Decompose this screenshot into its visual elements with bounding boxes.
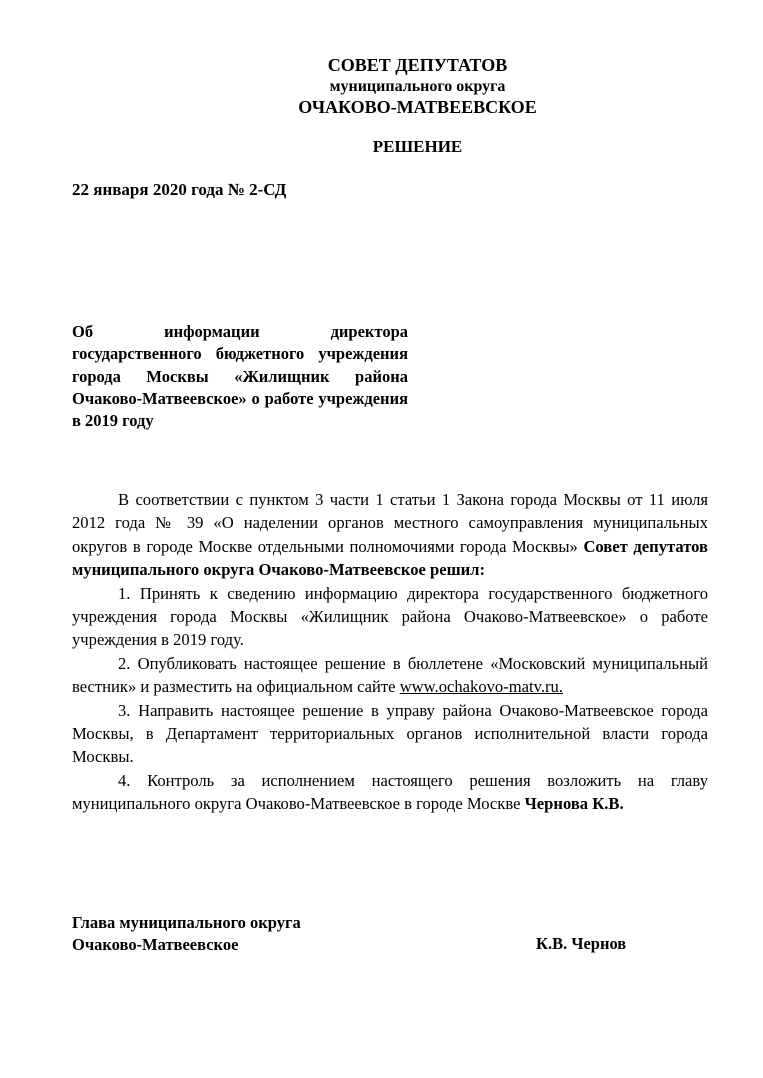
signature-name: К.В. Чернов bbox=[536, 934, 627, 953]
signature-title-line2: Очаково-Матвеевское bbox=[72, 935, 239, 954]
district-subtitle: муниципального округа bbox=[329, 78, 506, 95]
website-link[interactable]: www.ochakovo-matv.ru. bbox=[399, 677, 563, 697]
document-type: РЕШЕНИЕ bbox=[372, 137, 463, 156]
responsible-person: Чернова К.В. bbox=[524, 794, 624, 814]
signature-title-line1: Глава муниципального округа bbox=[72, 913, 301, 932]
item-2-text: 2. Опубликовать настоящее решение в бюллетене «Московский муниципальный вестник» и разместить на официальном сайте bbox=[72, 653, 708, 697]
decision-date: 22 января 2020 года № 2-СД bbox=[72, 180, 287, 199]
signature-title bbox=[72, 912, 301, 956]
preamble-resolution: Совет депутатов муниципального округа Очаково-Матвеевское решил: bbox=[72, 536, 709, 580]
decision-body bbox=[72, 488, 708, 816]
district-name: ОЧАКОВО-МАТВЕЕВСКОЕ bbox=[298, 97, 537, 117]
council-title: СОВЕТ ДЕПУТАТОВ bbox=[327, 55, 508, 75]
item-3: 3. Направить настоящее решение в управу района Очаково-Матвеевское города Москвы, в Департамент территориальных органов исполнительной власти города Москвы. bbox=[72, 700, 708, 767]
preamble-text: В соответствии с пунктом 3 части 1 статьи 1 Закона города Москвы от 11 июля 2012 года № 39 «О наделении органов местного самоуправления муниципальных округов в городе Москве отдельными полномочиями города Москвы» bbox=[72, 490, 708, 556]
item-4-text: 4. Контроль за исполнением настоящего решения возложить на главу муниципального округа Очаково-Матвеевское в городе Москве bbox=[72, 770, 708, 814]
preamble-paragraph bbox=[72, 488, 708, 582]
decision-subject: Об информации директора государственного бюджетного учреждения города Москвы «Жилищник района Очаково-Матвеевское» о работе учреждения в 2019 году bbox=[72, 322, 408, 431]
item-4 bbox=[72, 769, 708, 816]
item-1: 1. Принять к сведению информацию директора государственного бюджетного учреждения города Москвы «Жилищник района Очаково-Матвеевское» о работе учреждения в 2019 году. bbox=[72, 583, 708, 650]
item-2 bbox=[72, 652, 708, 699]
